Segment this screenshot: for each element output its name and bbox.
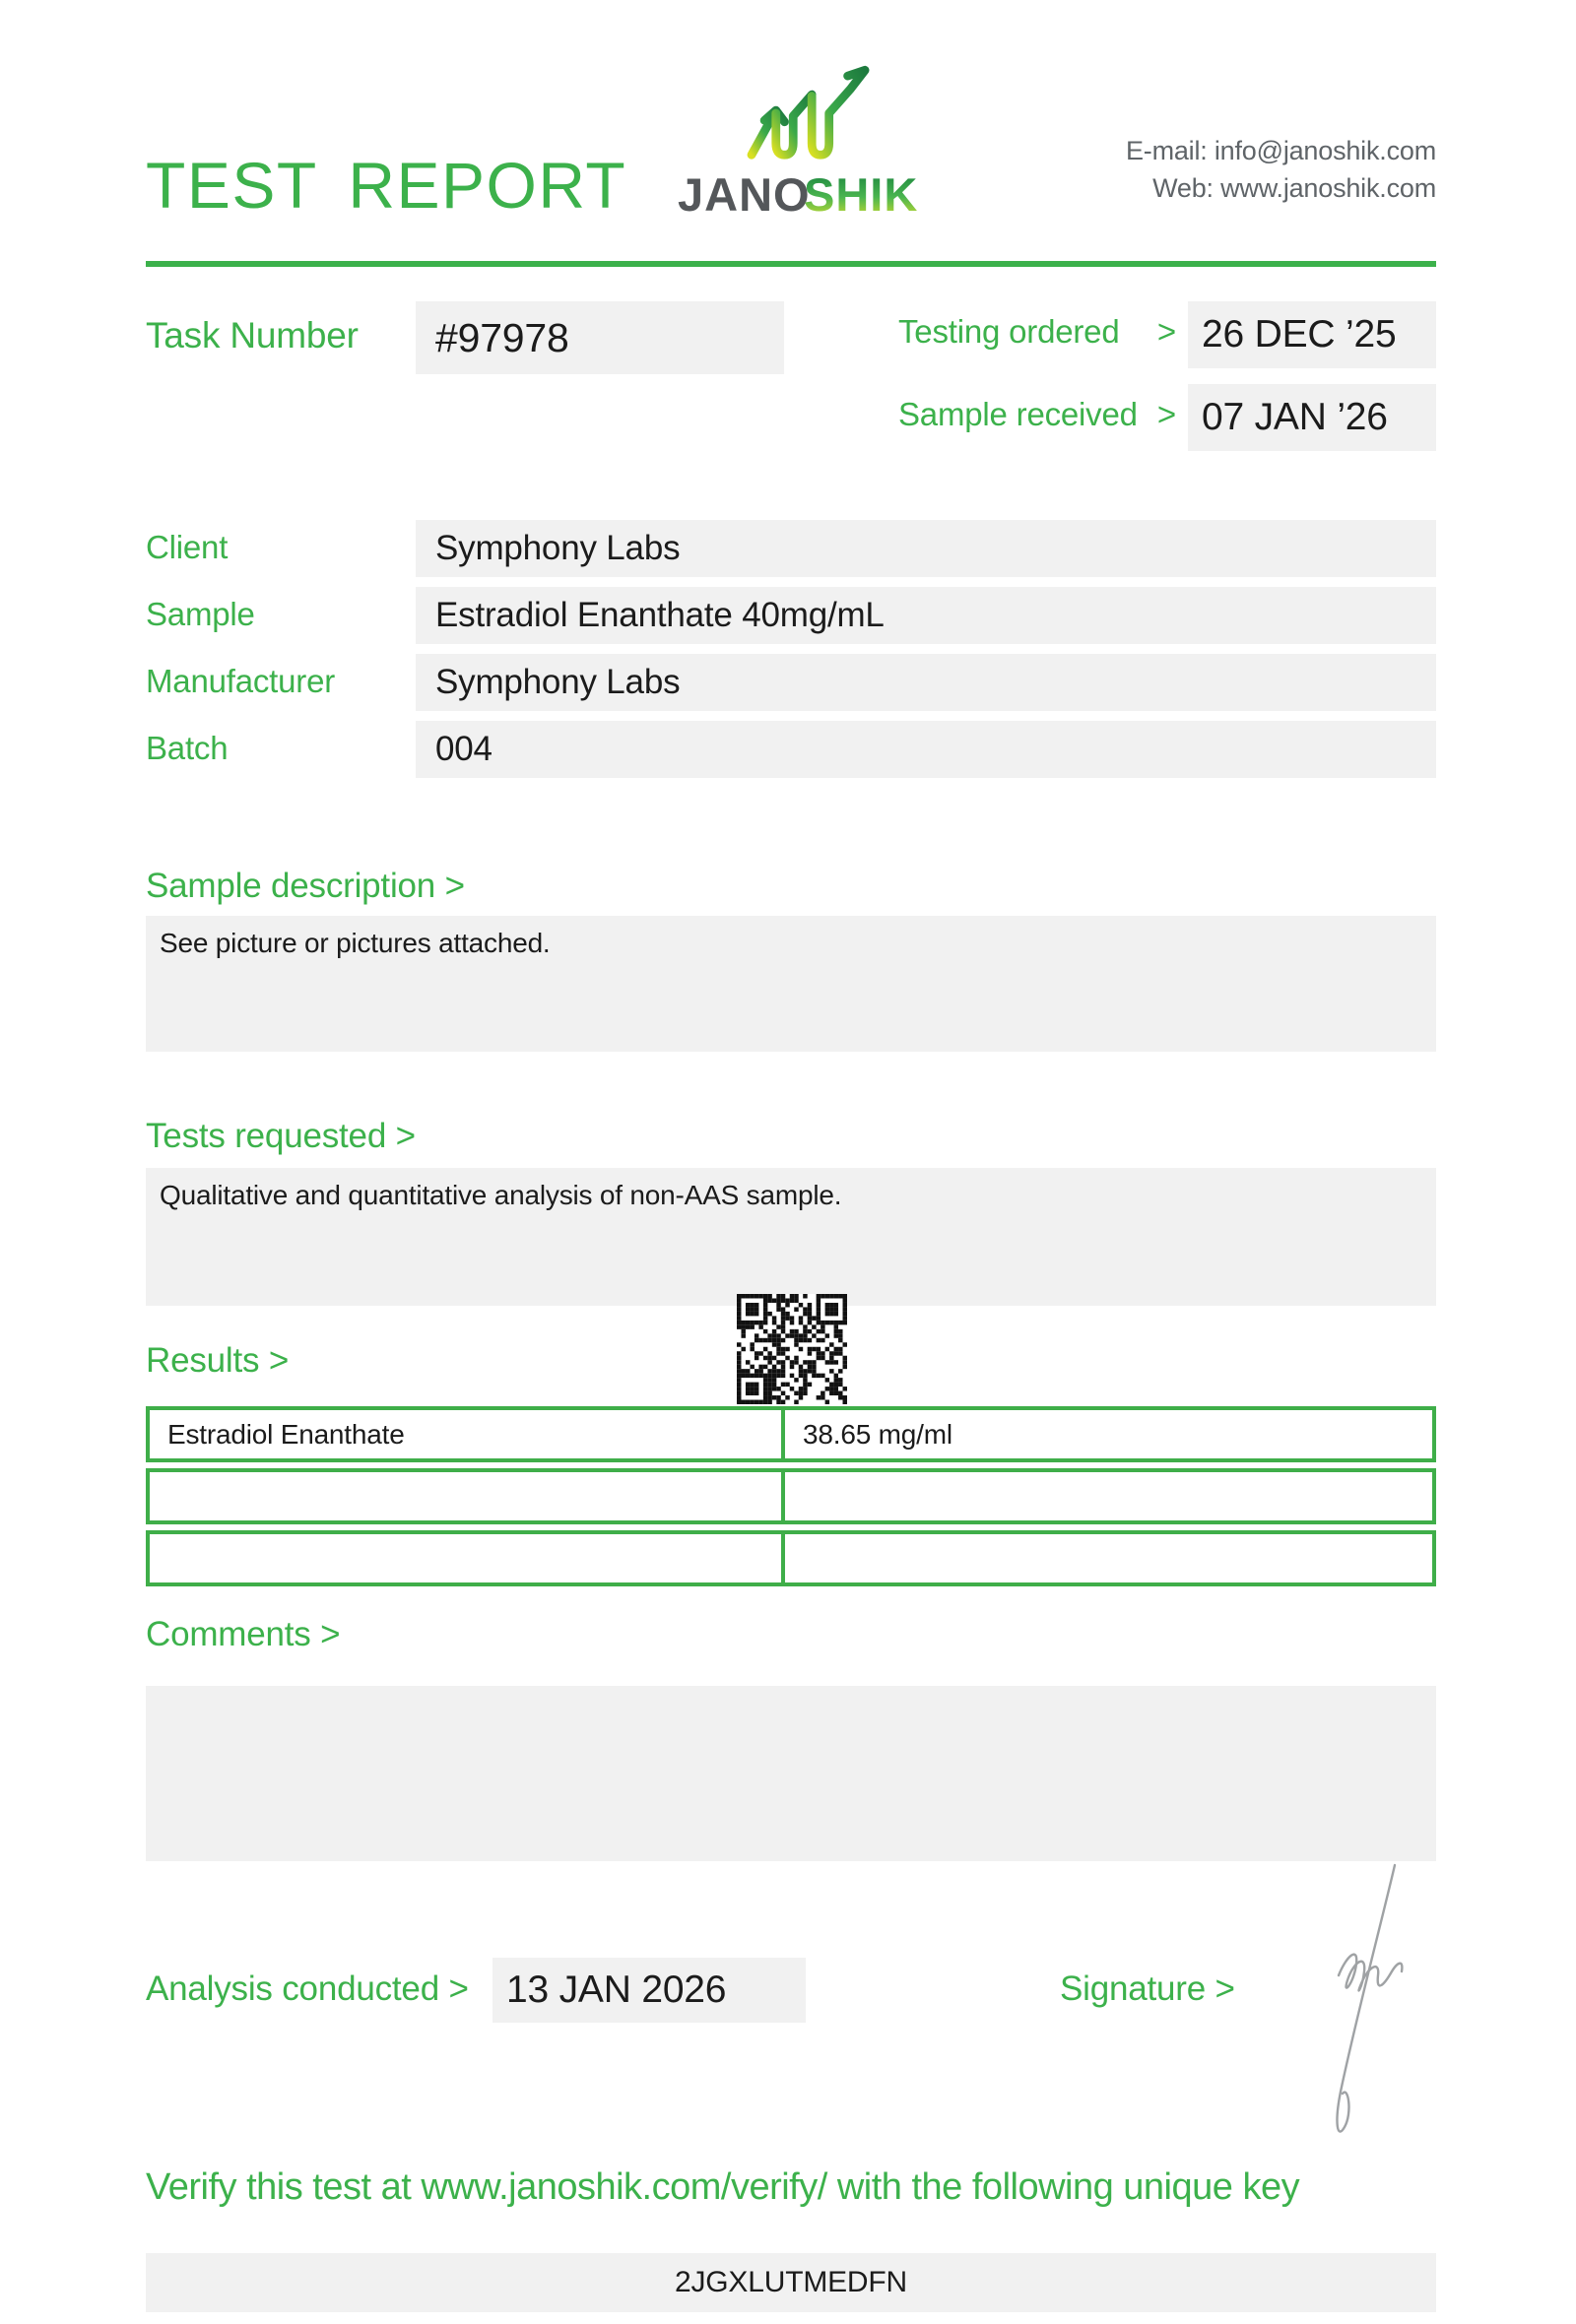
comments-box	[146, 1686, 1436, 1861]
janoshik-logo-icon	[741, 63, 879, 163]
tests-requested-heading: Tests requested >	[146, 1117, 416, 1155]
manufacturer-label: Manufacturer	[146, 663, 336, 699]
contact-block	[1126, 132, 1436, 207]
result-amount	[781, 1468, 1436, 1524]
qr-code	[737, 1294, 847, 1404]
result-amount: 38.65 mg/ml	[781, 1406, 1436, 1462]
results-table-row	[146, 1406, 1436, 1462]
analysis-conducted-label: Analysis conducted >	[146, 1969, 469, 2008]
testing-ordered-value: 26 DEC ’25	[1202, 313, 1397, 355]
result-substance	[146, 1468, 785, 1524]
sample-description-text: See picture or pictures attached.	[160, 928, 551, 958]
tests-requested-text: Qualitative and quantitative analysis of non-AAS sample.	[160, 1180, 842, 1210]
sample-value: Estradiol Enanthate 40mg/mL	[435, 596, 885, 634]
client-label: Client	[146, 529, 229, 565]
manufacturer-box	[416, 654, 1436, 711]
client-box	[416, 520, 1436, 577]
batch-value: 004	[435, 730, 492, 768]
verify-instruction: Verify this test at www.janoshik.com/verify/ with the following unique key	[146, 2166, 1300, 2208]
sample-description-box	[146, 916, 1436, 1052]
manufacturer-value: Symphony Labs	[435, 663, 681, 701]
verify-key-box	[146, 2253, 1436, 2312]
results-heading: Results >	[146, 1341, 290, 1380]
sample-received-value: 07 JAN ’26	[1202, 396, 1388, 438]
verify-key: 2JGXLUTMEDFN	[675, 2266, 907, 2298]
chevron-right-glyph: >	[1156, 313, 1176, 350]
result-substance: Estradiol Enanthate	[146, 1406, 785, 1462]
sample-received-label: Sample received >	[898, 396, 1176, 432]
batch-label: Batch	[146, 730, 229, 766]
sample-description-heading: Sample description >	[146, 867, 465, 905]
batch-box	[416, 721, 1436, 778]
task-number-value: #97978	[435, 315, 569, 360]
sample-label: Sample	[146, 596, 255, 632]
results-table-row	[146, 1468, 1436, 1524]
task-number-label: Task Number	[146, 315, 359, 355]
chevron-right-glyph: >	[1156, 396, 1176, 432]
comments-heading: Comments >	[146, 1615, 341, 1653]
analysis-date-box	[492, 1958, 806, 2023]
sample-received-box	[1188, 384, 1436, 451]
signature-image	[1295, 1859, 1443, 2153]
janoshik-logo-text	[678, 163, 934, 226]
signature-label: Signature >	[1060, 1969, 1235, 2008]
header-divider	[146, 261, 1436, 267]
result-amount	[781, 1530, 1436, 1586]
contact-email: E-mail: info@janoshik.com	[1125, 136, 1436, 165]
result-substance	[146, 1530, 785, 1586]
testing-ordered-label: Testing ordered >	[898, 313, 1176, 350]
client-value: Symphony Labs	[435, 529, 681, 567]
comments-text	[146, 1686, 1436, 1698]
contact-web: Web: www.janoshik.com	[1152, 173, 1436, 203]
logo-text-jano: JANO	[678, 168, 811, 221]
tests-requested-box	[146, 1168, 1436, 1306]
task-number-box	[416, 301, 784, 374]
page-title: TEST REPORT	[146, 149, 627, 222]
analysis-date-value: 13 JAN 2026	[506, 1969, 727, 2011]
testing-ordered-box	[1188, 301, 1436, 368]
logo-text-shik: SHIK	[804, 168, 919, 221]
sample-box	[416, 587, 1436, 644]
results-table-row	[146, 1530, 1436, 1586]
